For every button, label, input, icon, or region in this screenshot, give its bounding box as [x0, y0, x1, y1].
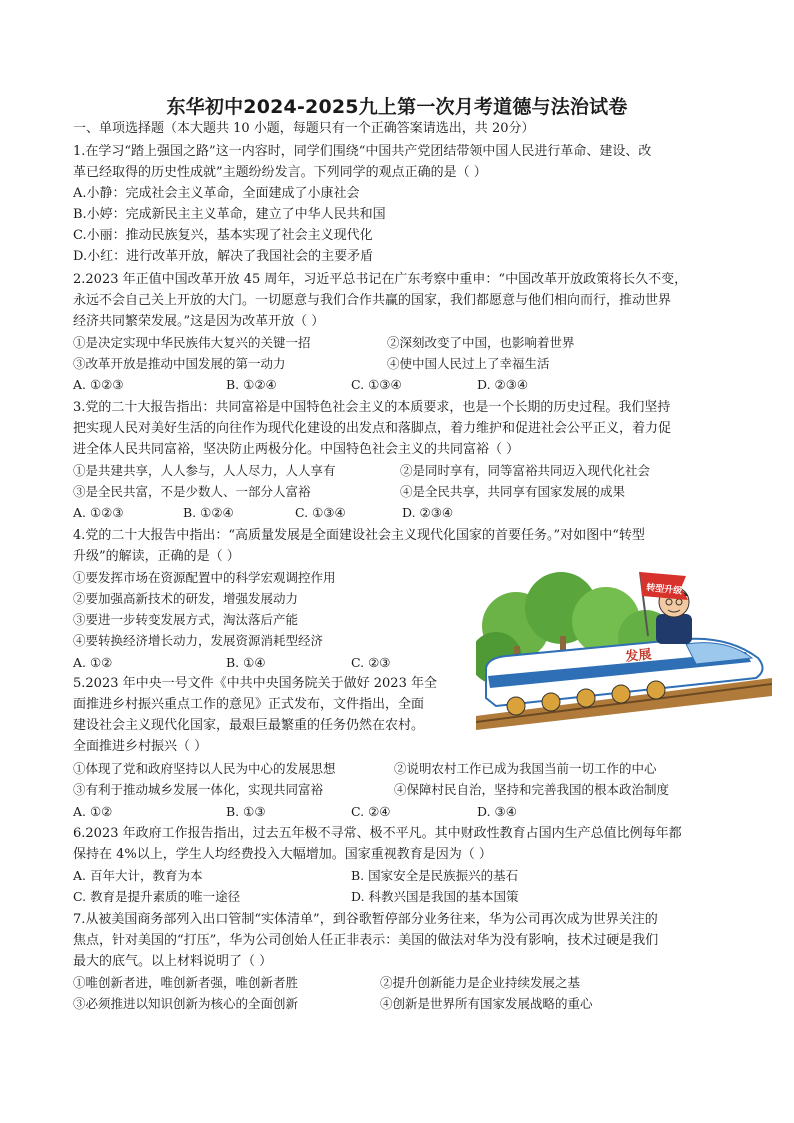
- q6-stem-line: 6.2023 年政府工作报告指出，过去五年极不寻常、极不平凡。其中财政性教育占国内生产总值比例每年都: [73, 826, 682, 841]
- q5-choice-b: B. ①③: [226, 804, 266, 819]
- q4-choice-a: A. ①②: [73, 655, 113, 670]
- q4-item-2: ②要加强高新技术的研发，增强发展动力: [73, 591, 299, 606]
- q3-stem-line: 3.党的二十大报告指出：共同富裕是中国特色社会主义的本质要求，也是一个长期的历史过程。我们坚持: [73, 400, 671, 415]
- train-label: 发展: [624, 647, 653, 665]
- q5-stem-line: 建设社会主义现代化国家，最艰巨最繁重的任务仍然在农村。: [73, 718, 425, 733]
- q5-stem-line: 5.2023 年中央一号文件《中共中央国务院关于做好 2023 年全: [73, 676, 437, 691]
- q1-option-b: B.小婷：完成新民主主义革命，建立了中华人民共和国: [73, 207, 386, 222]
- q3-choice-d: D. ②③④: [402, 505, 454, 520]
- q1-stem-line: 1.在学习“踏上强国之路”这一内容时，同学们围绕“中国共产党团结带领中国人民进行革命、建设、改: [73, 144, 652, 159]
- q4-choice-b: B. ①④: [226, 655, 266, 670]
- page-title: 东华初中2024-2025九上第一次月考道德与法治试卷: [166, 96, 628, 118]
- q3-item-2: ②是同时享有，同等富裕共同迈入现代化社会: [400, 463, 651, 478]
- q2-item-4: ④使中国人民过上了幸福生活: [387, 356, 550, 371]
- q3-choice-c: C. ①③④: [295, 505, 346, 520]
- q4-choice-c: C. ②③: [351, 655, 391, 670]
- q2-choice-b: B. ①②④: [226, 377, 277, 392]
- q3-item-1: ①是共建共享，人人参与，人人尽力，人人享有: [73, 463, 336, 478]
- q7-item-1: ①唯创新者进，唯创新者强，唯创新者胜: [73, 975, 299, 990]
- q7-stem-line: 最大的底气。以上材料说明了（ ）: [73, 954, 273, 969]
- q2-choice-d: D. ②③④: [477, 377, 529, 392]
- q2-choice-a: A. ①②③: [73, 377, 124, 392]
- q7-stem-line: 焦点，针对美国的“打压”，华为公司创始人任正非表示：美国的做法对华为没有影响，技术过硬是我们: [73, 933, 659, 948]
- q5-stem-line: 面推进乡村振兴重点工作的意见》正式发布，文件指出，全面: [73, 697, 425, 712]
- q4-item-4: ④要转换经济增长动力，发展资源消耗型经济: [73, 633, 324, 648]
- q7-item-2: ②提升创新能力是企业持续发展之基: [380, 975, 581, 990]
- q2-item-2: ②深刻改变了中国，也影响着世界: [387, 335, 575, 350]
- q6-choice-d: D. 科教兴国是我国的基本国策: [351, 889, 519, 904]
- q4-stem-line: 4.党的二十大报告中指出：“高质量发展是全面建设社会主义现代化国家的首要任务。”对如图中“转型: [73, 528, 645, 543]
- q2-choice-c: C. ①③④: [351, 377, 402, 392]
- q7-item-3: ③必须推进以知识创新为核心的全面创新: [73, 996, 299, 1011]
- q6-stem-line: 保持在 4%以上，学生人均经费投入大幅增加。国家重视教育是因为（ ）: [73, 847, 492, 862]
- flag-label: 转型升级: [645, 583, 683, 597]
- q5-choice-a: A. ①②: [73, 804, 113, 819]
- q5-choice-d: D. ③④: [477, 804, 517, 819]
- q3-stem-line: 进全体人民共同富裕，坚决防止两极分化。中国特色社会主义的共同富裕（ ）: [73, 442, 520, 457]
- q5-item-2: ②说明农村工作已成为我国当前一切工作的中心: [394, 761, 657, 776]
- q1-option-c: C.小丽：推动民族复兴，基本实现了社会主义现代化: [73, 228, 373, 243]
- q5-item-4: ④保障村民自治，坚持和完善我国的根本政治制度: [394, 782, 670, 797]
- q1-option-d: D.小红：进行改革开放，解决了我国社会的主要矛盾: [73, 249, 374, 264]
- train-cartoon-illustration: [476, 566, 772, 730]
- section-heading: 一、单项选择题（本大题共 10 小题，每题只有一个正确答案请选出，共 20分）: [73, 121, 535, 136]
- q6-choice-c: C. 教育是提升素质的唯一途径: [73, 889, 241, 904]
- q2-stem-line: 经济共同繁荣发展。”这是因为改革开放（ ）: [73, 314, 325, 329]
- q2-item-1: ①是决定实现中华民族伟大复兴的关键一招: [73, 335, 311, 350]
- q5-choice-c: C. ②④: [351, 804, 391, 819]
- q3-choice-b: B. ①②④: [183, 505, 234, 520]
- q3-choice-a: A. ①②③: [73, 505, 124, 520]
- q6-choice-a: A. 百年大计，教育为本: [73, 868, 203, 883]
- q3-item-3: ③是全民共富，不是少数人、一部分人富裕: [73, 484, 311, 499]
- q5-item-1: ①体现了党和政府坚持以人民为中心的发展思想: [73, 761, 336, 776]
- q4-item-3: ③要进一步转变发展方式，淘汰落后产能: [73, 612, 299, 627]
- q1-option-a: A.小静：完成社会主义革命，全面建成了小康社会: [73, 186, 360, 201]
- q2-item-3: ③改革开放是推动中国发展的第一动力: [73, 356, 286, 371]
- q4-stem-line: 升级”的解读，正确的是（ ）: [73, 549, 240, 564]
- q1-stem-line: 革已经取得的历史性成就”主题纷纷发言。下列同学的观点正确的是（ ）: [73, 165, 487, 180]
- q3-stem-line: 把实现人民对美好生活的向往作为现代化建设的出发点和落脚点，着力维护和促进社会公平正义，着力促: [73, 421, 672, 436]
- q2-stem-line: 2.2023 年正值中国改革开放 45 周年，习近平总书记在广东考察中重申：“中国改革开放政策将长久不变，: [73, 272, 688, 287]
- q7-stem-line: 7.从被美国商务部列入出口管制“实体清单”，到谷歌暂停部分业务往来，华为公司再次成为世界关注的: [73, 912, 658, 927]
- q6-choice-b: B. 国家安全是民族振兴的基石: [351, 868, 519, 883]
- q2-stem-line: 永远不会自己关上开放的大门。一切愿意与我们合作共赢的国家，我们都愿意与他们相向而行，推动世界: [73, 293, 672, 308]
- q5-item-3: ③有利于推动城乡发展一体化，实现共同富裕: [73, 782, 324, 797]
- q7-item-4: ④创新是世界所有国家发展战略的重心: [380, 996, 593, 1011]
- q5-stem-line: 全面推进乡村振兴（ ）: [73, 739, 208, 754]
- q3-item-4: ④是全民共享，共同享有国家发展的成果: [400, 484, 626, 499]
- q4-item-1: ①要发挥市场在资源配置中的科学宏观调控作用: [73, 570, 336, 585]
